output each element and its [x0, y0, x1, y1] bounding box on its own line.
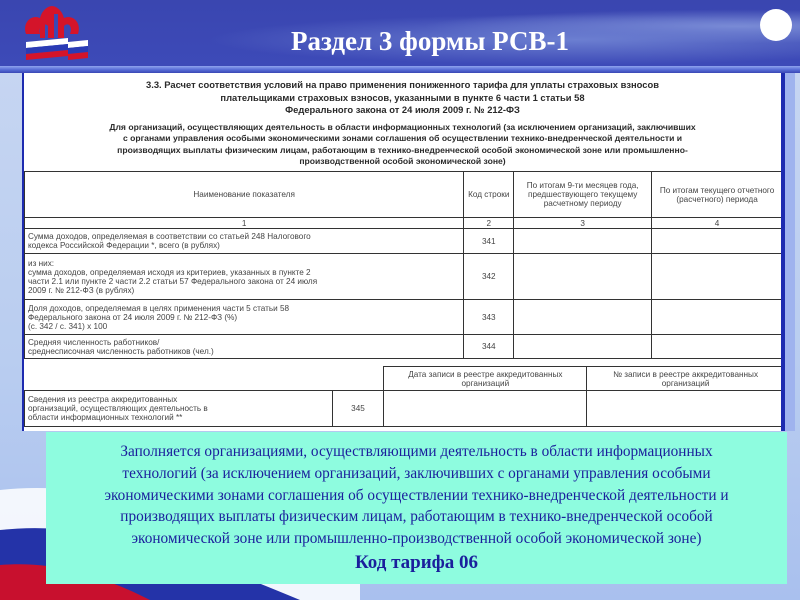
header-col4: По итогам текущего отчетного (расчетного) периода: [652, 172, 783, 218]
table-header-row: [25, 172, 783, 218]
row-name-line: кодекса Российской Федерации *, всего (в рублях): [28, 241, 220, 250]
column-number: 2: [464, 218, 514, 229]
row-name: [25, 335, 464, 359]
row-value-col3[interactable]: [514, 254, 652, 300]
row-name-line: области информационных технологий **: [28, 413, 183, 422]
row-value-col4[interactable]: [652, 229, 783, 254]
row-code: 341: [464, 229, 514, 254]
note-line: экономическими зонами соглашения об осуществлении технико-внедренческой деятельности и: [104, 486, 729, 504]
form-heading-line: Федерального закона от 24 июля 2009 г. № 212-ФЗ: [285, 104, 520, 115]
column-number-row: [25, 218, 783, 229]
table-row: [25, 254, 783, 300]
row-name-line: части 2.1 или пункте 2 части 2.2 статьи 57 Федерального закона от 24 июля: [28, 276, 318, 286]
row-name-line: сумма доходов, определяемая исходя из критериев, указанных в пункте 2: [28, 267, 311, 277]
row-name-line: из них:: [28, 258, 55, 268]
row-code: 344: [464, 335, 514, 359]
row-value-col3[interactable]: [514, 300, 652, 335]
registry-table: [24, 366, 785, 427]
form-heading: [24, 73, 781, 117]
registry-date-header: Дата записи в реестре аккредитованных организаций: [384, 367, 587, 391]
indicators-table: [24, 171, 783, 359]
tariff-code: Код тарифа 06: [354, 551, 479, 573]
column-number: 4: [652, 218, 783, 229]
note-line: Заполняется организациями, осуществляющими деятельность в области информационных: [120, 443, 713, 460]
registry-number-header: № записи в реестре аккредитованных организаций: [587, 367, 785, 391]
registry-row-name: [25, 391, 333, 427]
row-name-line: (с. 342 / с. 341) х 100: [28, 321, 108, 331]
form-subheading-line: с органами управления особыми экономическими зонами соглашения об осуществлении технико-внедренческой деятельности и: [122, 133, 683, 143]
row-value-col4[interactable]: [652, 300, 783, 335]
table-row: [25, 335, 783, 359]
registry-blank-cell: [25, 367, 333, 391]
row-name: [25, 229, 464, 254]
registry-header-row: [25, 367, 785, 391]
row-value-col4[interactable]: [652, 254, 783, 300]
row-name-line: Федерального закона от 24 июля 2009 г. № 212-ФЗ (%): [28, 312, 238, 322]
row-value-col3[interactable]: [514, 229, 652, 254]
row-code: 342: [464, 254, 514, 300]
row-name: [25, 300, 464, 335]
form-document: [22, 73, 785, 431]
row-value-col4[interactable]: [652, 335, 783, 359]
column-number: 3: [514, 218, 652, 229]
registry-date-value[interactable]: [384, 391, 587, 427]
row-name-line: Сведения из реестра аккредитованных: [28, 395, 178, 404]
note-line: экономической зоне или промышленно-производственной особой экономической зоне): [131, 530, 702, 548]
row-name-line: 2009 г. № 212-ФЗ (в рублях): [28, 285, 135, 295]
header-col3: По итогам 9-ти месяцев года, предшествующего текущему расчетному периоду: [514, 172, 652, 218]
note-box: [46, 432, 787, 584]
row-name-line: организаций, осуществляющих деятельность в: [28, 404, 208, 413]
form-subheading-line: производственной особой экономической зоне): [299, 156, 506, 166]
note-line: производящих выплаты физическим лицам, работающим в технико-внедренческой особой: [120, 508, 713, 526]
table-row: [25, 229, 783, 254]
document-right-strip: [785, 73, 795, 431]
row-name-line: Средняя численность работников/: [28, 337, 160, 347]
registry-blank-cell: [332, 367, 384, 391]
column-number: 1: [25, 218, 464, 229]
registry-code: 345: [332, 391, 384, 427]
circle-decoration-icon: [760, 9, 792, 41]
row-value-col3[interactable]: [514, 335, 652, 359]
form-heading-line: 3.3. Расчет соответствия условий на право применения пониженного тарифа для уплаты страховых взносов: [146, 79, 659, 90]
note-text: [46, 432, 787, 550]
form-heading-line: плательщиками страховых взносов, указанными в пункте 6 части 1 статьи 58: [220, 91, 585, 103]
row-name-line: Сумма доходов, определяемая в соответствии со статьей 248 Налогового: [28, 232, 311, 241]
row-name-line: среднесписочная численность работников (чел.): [28, 346, 214, 356]
note-line: технологий (за исключением организаций, заключивших с органами управления особыми: [122, 464, 711, 482]
slide-header: [0, 0, 800, 66]
header-code: Код строки: [464, 172, 514, 218]
header-name: Наименование показателя: [25, 172, 464, 218]
pfr-logo-icon: [18, 4, 94, 62]
form-subheading-line: Для организаций, осуществляющих деятельность в области информационных технологий (за исключением организаций, заключивших: [109, 121, 696, 132]
registry-row: [25, 391, 785, 427]
registry-number-value[interactable]: [587, 391, 785, 427]
table-row: [25, 300, 783, 335]
row-code: 343: [464, 300, 514, 335]
slide-title: Раздел 3 формы РСВ-1: [291, 26, 569, 56]
form-subheading: [24, 117, 781, 168]
header-separator: [0, 66, 800, 73]
form-subheading-line: производящих выплаты физическим лицам, работающим в технико-внедренческой особой экономической зоне или промышленно-: [117, 144, 688, 155]
row-name-line: Доля доходов, определяемая в целях применения части 5 статьи 58: [28, 303, 290, 313]
row-name: [25, 254, 464, 300]
